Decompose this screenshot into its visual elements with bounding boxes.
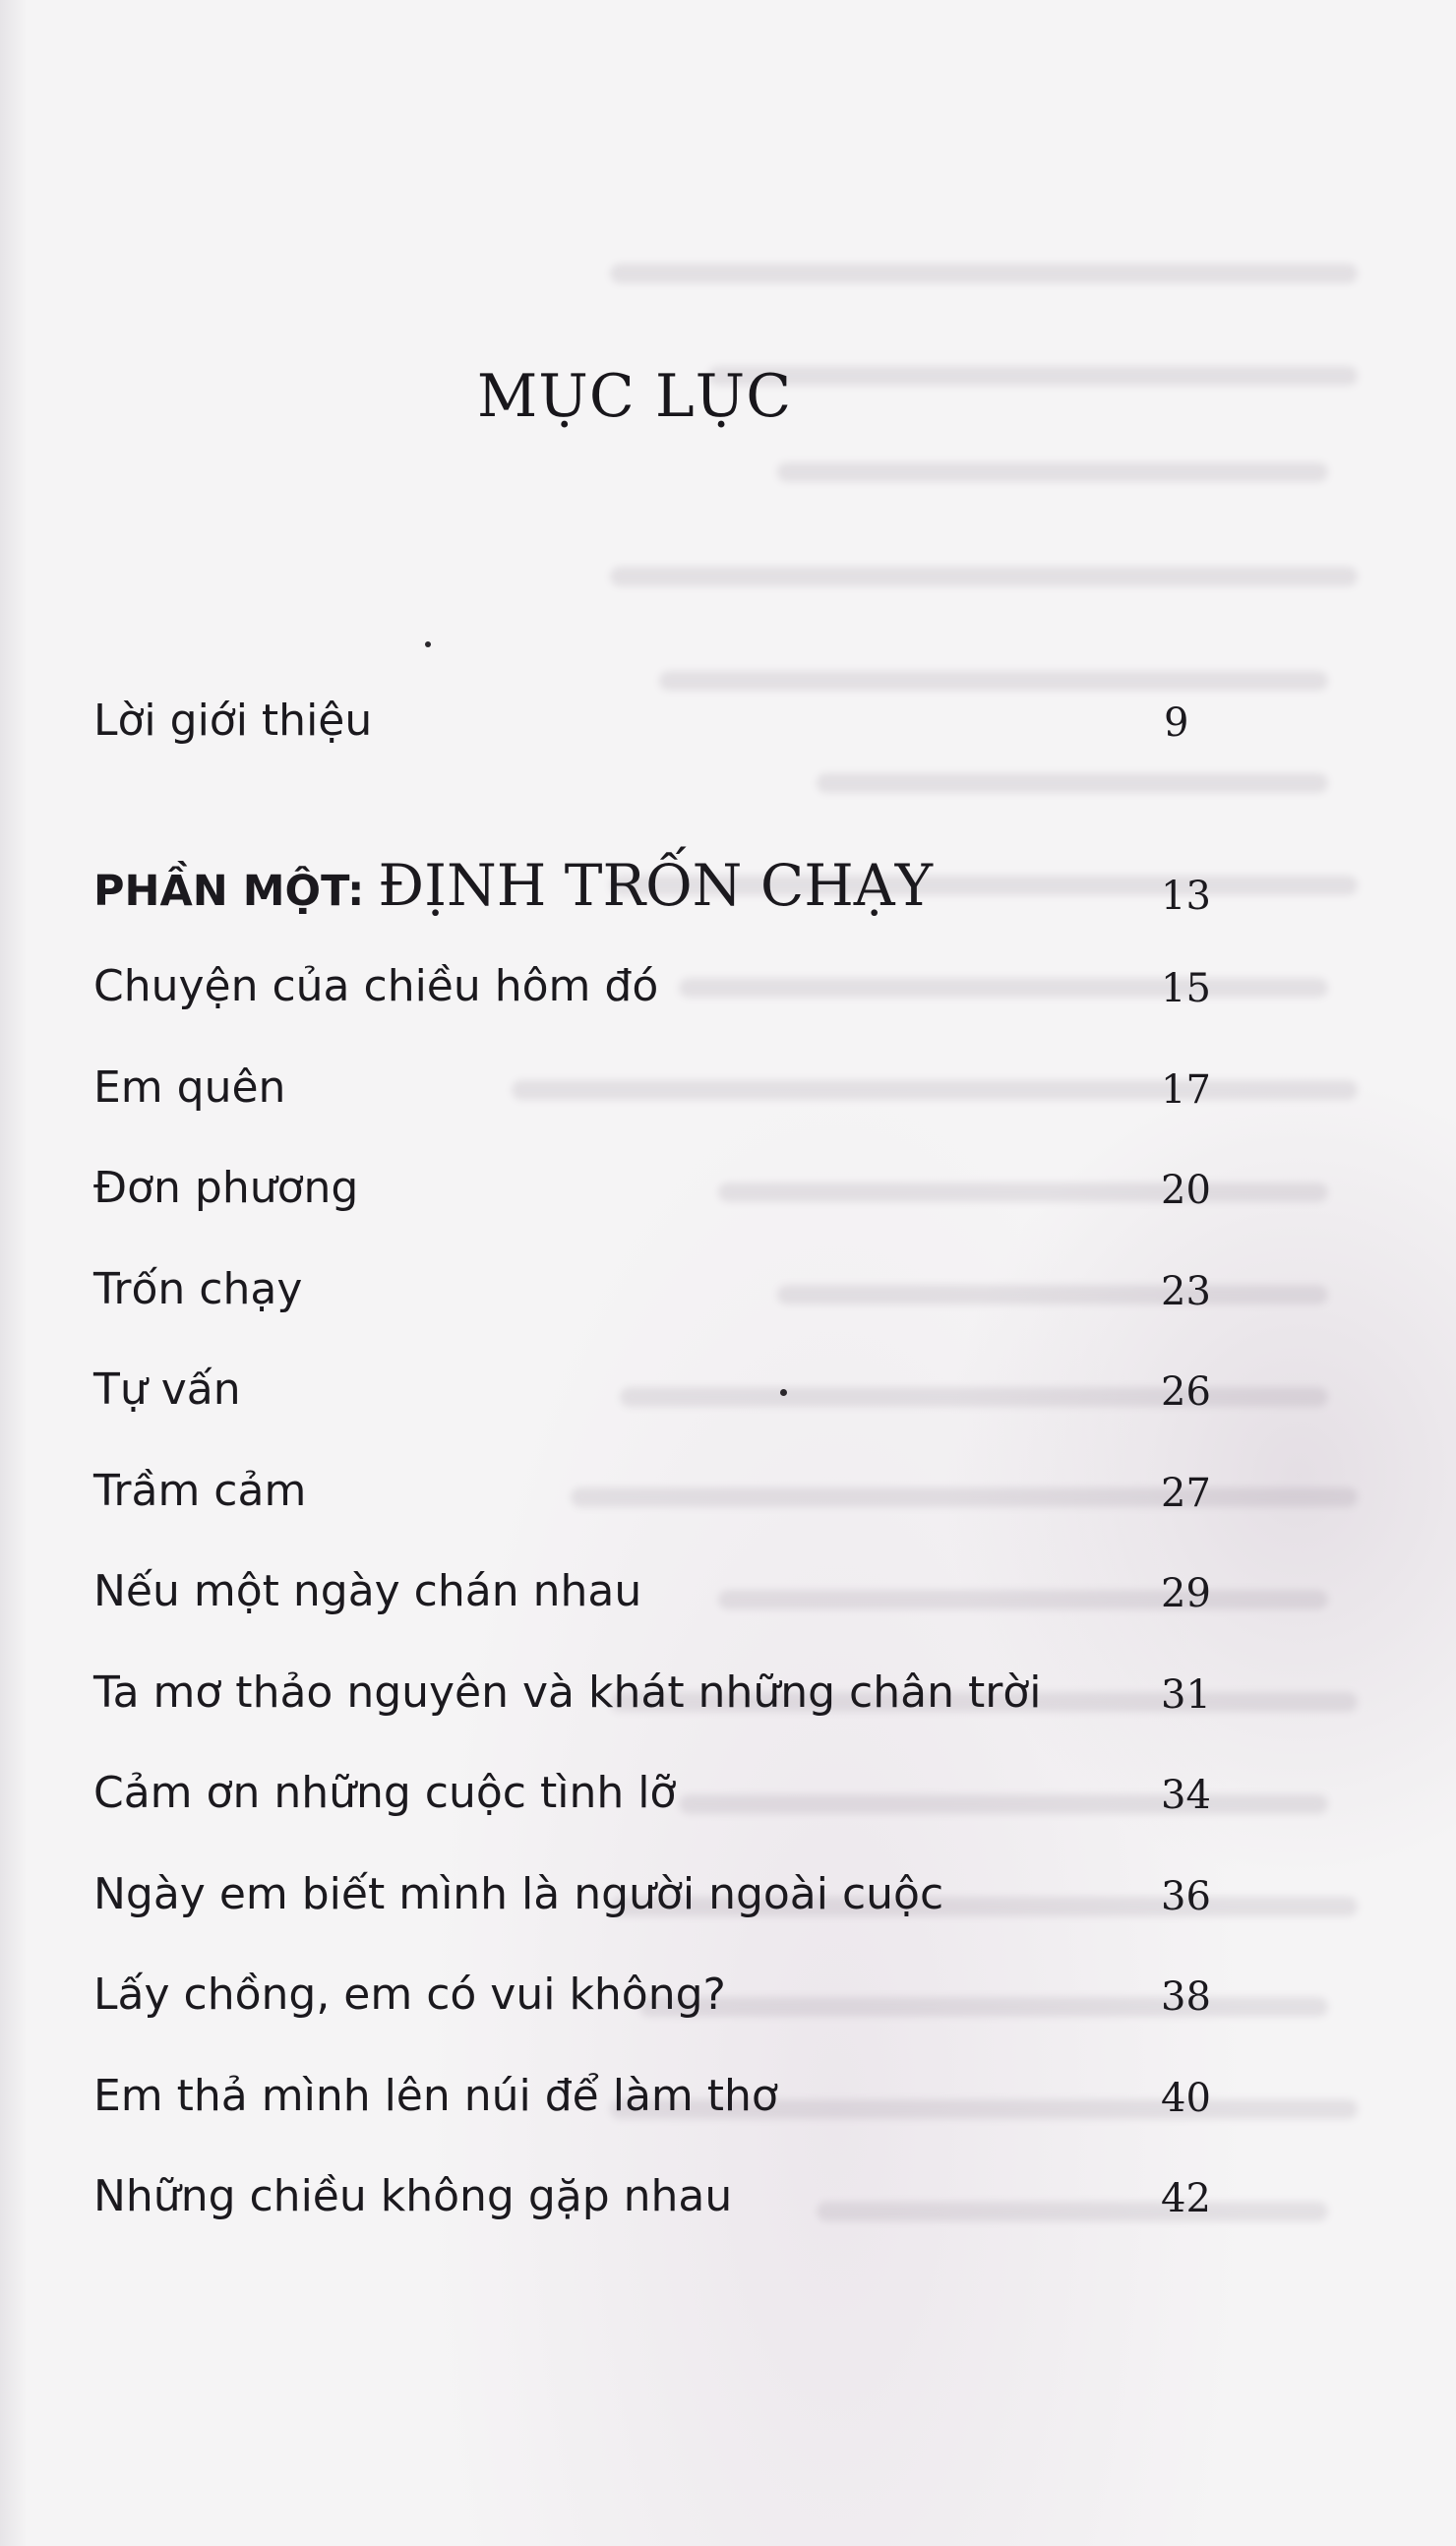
toc-entry-label: Đơn phương <box>93 1163 359 1213</box>
part-name: ĐỊNH TRỐN CHẠY <box>378 852 933 919</box>
toc-entry-page: 23 <box>1161 1269 1211 1314</box>
toc-entry-page: 15 <box>1161 966 1211 1011</box>
toc-entry-page: 34 <box>1161 1773 1211 1818</box>
toc-entry-page: 27 <box>1161 1471 1211 1516</box>
toc-entry-label: Những chiều không gặp nhau <box>93 2171 733 2221</box>
toc-entry[interactable] <box>93 2154 1235 2233</box>
toc-entry[interactable] <box>93 1146 1235 1225</box>
toc-entry[interactable] <box>93 1247 1235 1326</box>
toc-entry[interactable] <box>93 1852 1235 1931</box>
toc-entry-page: 17 <box>1161 1067 1211 1113</box>
toc-entry-label: Lấy chồng, em có vui không? <box>93 1970 726 2020</box>
toc-entry[interactable] <box>93 1549 1235 1628</box>
toc-entry[interactable] <box>93 1046 1235 1124</box>
toc-entry-page: 36 <box>1161 1874 1211 1919</box>
toc-entry[interactable] <box>93 2054 1235 2133</box>
toc-entry[interactable] <box>93 944 1235 1023</box>
page-title: MỤC LỤC <box>476 362 793 431</box>
toc-entry[interactable] <box>93 1348 1235 1426</box>
toc-entry-page: 13 <box>1161 874 1211 919</box>
part-heading-label <box>93 852 933 919</box>
toc-entry-page: 29 <box>1161 1571 1211 1616</box>
toc-entry-label: Em thả mình lên núi để làm thơ <box>93 2071 778 2121</box>
toc-entry-page: 26 <box>1161 1369 1211 1415</box>
toc-entry-label: Nếu một ngày chán nhau <box>93 1566 642 1616</box>
toc-entry[interactable] <box>93 1651 1235 1729</box>
toc-entry-label: Chuyện của chiều hôm đó <box>93 961 659 1011</box>
toc-entry-page: 40 <box>1161 2076 1211 2121</box>
toc-entry-label: Em quên <box>93 1062 286 1113</box>
toc-entry-label: Tự vấn <box>93 1364 241 1415</box>
toc-entry-label: Ngày em biết mình là người ngoài cuộc <box>93 1869 944 1919</box>
toc-entry-page: 38 <box>1161 1974 1211 2020</box>
toc-entry-page: 9 <box>1164 700 1189 746</box>
toc-entry[interactable] <box>93 1449 1235 1528</box>
toc-entry-label: Trầm cảm <box>93 1466 307 1516</box>
toc-entry[interactable] <box>93 1751 1235 1830</box>
toc-entry-intro[interactable] <box>93 679 1235 758</box>
toc-entry-label: Ta mơ thảo nguyên và khát những chân trời <box>93 1667 1042 1718</box>
print-speck <box>425 641 431 647</box>
toc-entry-page: 31 <box>1161 1672 1211 1718</box>
toc-part-heading[interactable] <box>93 836 1235 931</box>
part-prefix: PHẦN MỘT: <box>93 867 365 916</box>
toc-entry[interactable] <box>93 1953 1235 2031</box>
toc-entry-page: 20 <box>1161 1168 1211 1213</box>
toc-entry-label: Trốn chạy <box>93 1264 303 1314</box>
toc-entry-page: 42 <box>1161 2176 1211 2221</box>
toc-entry-label: Lời giới thiệu <box>93 696 373 746</box>
toc-entry-label: Cảm ơn những cuộc tình lỡ <box>93 1768 677 1818</box>
